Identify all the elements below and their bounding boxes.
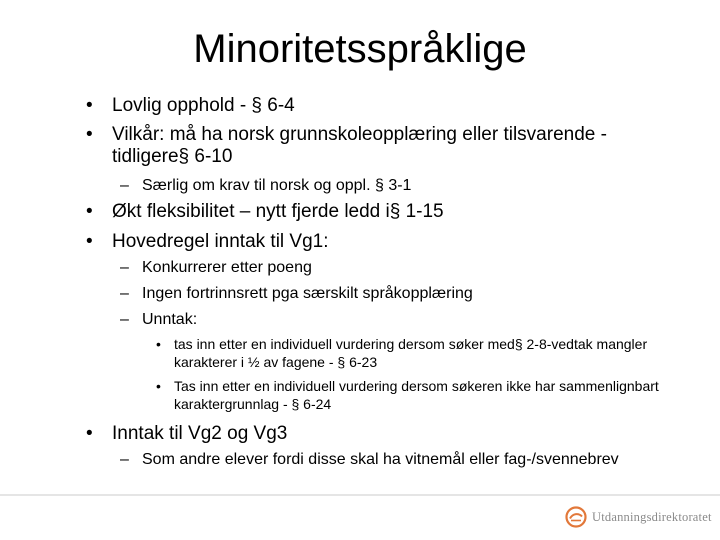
logo-text: Utdanningsdirektoratet xyxy=(592,509,712,524)
bullet-marker: • xyxy=(86,201,93,222)
bullet-text: Unntak: xyxy=(142,311,198,328)
bullet-item xyxy=(86,124,672,168)
dash-marker: – xyxy=(120,285,129,302)
bullet-marker: • xyxy=(86,423,93,444)
bullet-text: Tas inn etter en individuell vurdering dersom søkeren ikke har sammenlignbart karaktergrunnlag - § 6-24 xyxy=(174,378,659,412)
footer-divider xyxy=(0,494,720,496)
bullet-text: Særlig om krav til norsk og oppl. § 3-1 xyxy=(142,177,412,194)
bullet-text: Ingen fortrinnsrett pga særskilt språkopplæring xyxy=(142,285,473,302)
bullet-marker: • xyxy=(86,231,93,252)
dash-marker: – xyxy=(120,451,129,468)
sub-bullet-item xyxy=(120,284,702,304)
bullet-text: Konkurrerer etter poeng xyxy=(142,259,312,276)
sub-bullet-item xyxy=(120,176,702,196)
bullet-marker: • xyxy=(86,124,93,145)
bullet-text: Hovedregel inntak til Vg1: xyxy=(112,231,329,252)
dash-marker: – xyxy=(120,259,129,276)
bullet-text: Som andre elever fordi disse skal ha vitnemål eller fag-/svennebrev xyxy=(142,451,619,468)
bullet-text: Inntak til Vg2 og Vg3 xyxy=(112,423,288,444)
bullet-item xyxy=(86,201,672,223)
bullet-marker: • xyxy=(86,95,93,116)
bullet-text: Lovlig opphold - § 6-4 xyxy=(112,95,295,116)
bullet-item xyxy=(86,95,672,117)
bullet-item xyxy=(86,231,672,253)
sub-bullet-item xyxy=(120,258,702,278)
bullet-text: Økt fleksibilitet – nytt fjerde ledd i§ 1-15 xyxy=(112,201,444,222)
udir-logo xyxy=(564,502,712,532)
bullet-text: tas inn etter en individuell vurdering dersom søker med§ 2-8-vedtak mangler karakterer i ½ av fagene - § 6-23 xyxy=(174,336,648,370)
dash-marker: – xyxy=(120,311,129,328)
sub-sub-bullet-item xyxy=(156,377,664,413)
bullet-marker: • xyxy=(156,378,161,394)
slide-title: Minoritetsspråklige xyxy=(193,27,527,71)
bullet-text: Vilkår: må ha norsk grunnskoleopplæring eller tilsvarende - tidligere§ 6-10 xyxy=(112,124,607,167)
bullet-item xyxy=(86,423,672,445)
sub-bullet-item xyxy=(120,450,702,470)
sub-bullet-item xyxy=(120,310,702,330)
bullet-marker: • xyxy=(156,336,161,352)
dash-marker: – xyxy=(120,177,129,194)
sub-sub-bullet-item xyxy=(156,335,664,371)
udir-logo-icon xyxy=(564,505,588,529)
